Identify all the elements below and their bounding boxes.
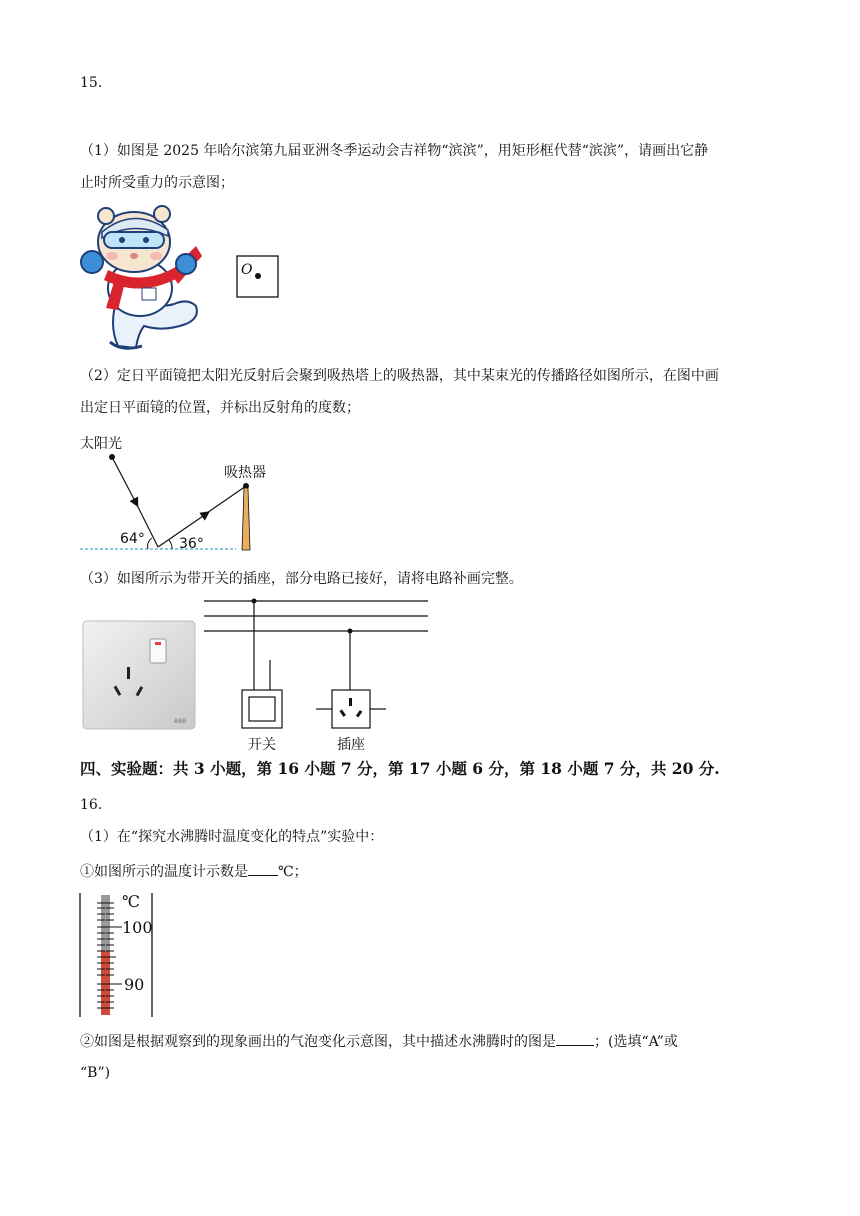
thermometer-empty-tube <box>101 895 110 957</box>
sunlight-label: 太阳光 <box>80 436 122 452</box>
heat-absorber-label: 吸热器 <box>224 465 266 481</box>
switch-label: 开关 <box>248 737 276 753</box>
answer-blank-2[interactable] <box>556 1031 594 1046</box>
point-o-label: O <box>241 262 253 278</box>
light-reflection-diagram <box>78 430 278 556</box>
q16-item2-suffix: ；(选填“A”或 <box>594 1034 678 1050</box>
mascot-binbin-illustration <box>78 206 203 354</box>
q16-item1 <box>80 861 308 882</box>
angle-64-label: 64° <box>120 531 145 547</box>
thermometer-diagram <box>78 891 158 1019</box>
thermometer-unit: ℃ <box>122 892 140 911</box>
q16-item1-suffix: ℃； <box>278 864 308 880</box>
q15-part1-text-line1: （1）如图是 2025 年哈尔滨第九届亚洲冬季运动会吉祥物“滨滨”，用矩形框代替“滨滨”，请画出它静 <box>80 143 709 159</box>
answer-blank-1[interactable] <box>248 861 278 876</box>
q16-item2-prefix: ②如图是根据观察到的现象画出的气泡变化示意图，其中描述水沸腾时的图是 <box>80 1034 556 1050</box>
heat-tower <box>242 488 250 550</box>
q15-part1-text-line2: 止时所受重力的示意图； <box>80 175 234 191</box>
q15-part3-text: （3）如图所示为带开关的插座，部分电路已接好，请将电路补画完整。 <box>80 571 523 587</box>
brand-logo: ABB <box>174 718 187 725</box>
q16-item2-line1 <box>80 1031 678 1052</box>
rectangle-box-diagram <box>236 255 280 299</box>
socket-symbol <box>332 690 370 728</box>
q15-part2-text-line2: 出定日平面镜的位置，并标出反射角的度数； <box>80 400 360 416</box>
angle-36-label: 36° <box>179 536 204 552</box>
thermometer-liquid-column <box>101 951 110 1015</box>
switch-socket-photo <box>82 620 196 730</box>
question-16-number: 16. <box>80 797 103 813</box>
section-4-heading: 四、实验题：共 3 小题，第 16 小题 7 分，第 17 小题 6 分，第 18 小题 7 分，共 20 分. <box>80 759 720 778</box>
question-15-number: 15. <box>80 75 103 91</box>
q16-part1-text: （1）在“探究水沸腾时温度变化的特点”实验中： <box>80 829 384 845</box>
q16-item2-line2: “B”) <box>80 1065 111 1081</box>
q15-part2-text-line1: （2）定日平面镜把太阳光反射后会聚到吸热塔上的吸热器，其中某束光的传播路径如图所示，在图中画 <box>80 368 719 384</box>
q16-item1-prefix: ①如图所示的温度计示数是 <box>80 864 248 880</box>
circuit-diagram <box>200 592 432 756</box>
tick-label-100: 100 <box>122 918 153 937</box>
socket-label: 插座 <box>337 737 365 753</box>
incident-ray <box>112 457 136 503</box>
tick-label-90: 90 <box>124 975 145 994</box>
